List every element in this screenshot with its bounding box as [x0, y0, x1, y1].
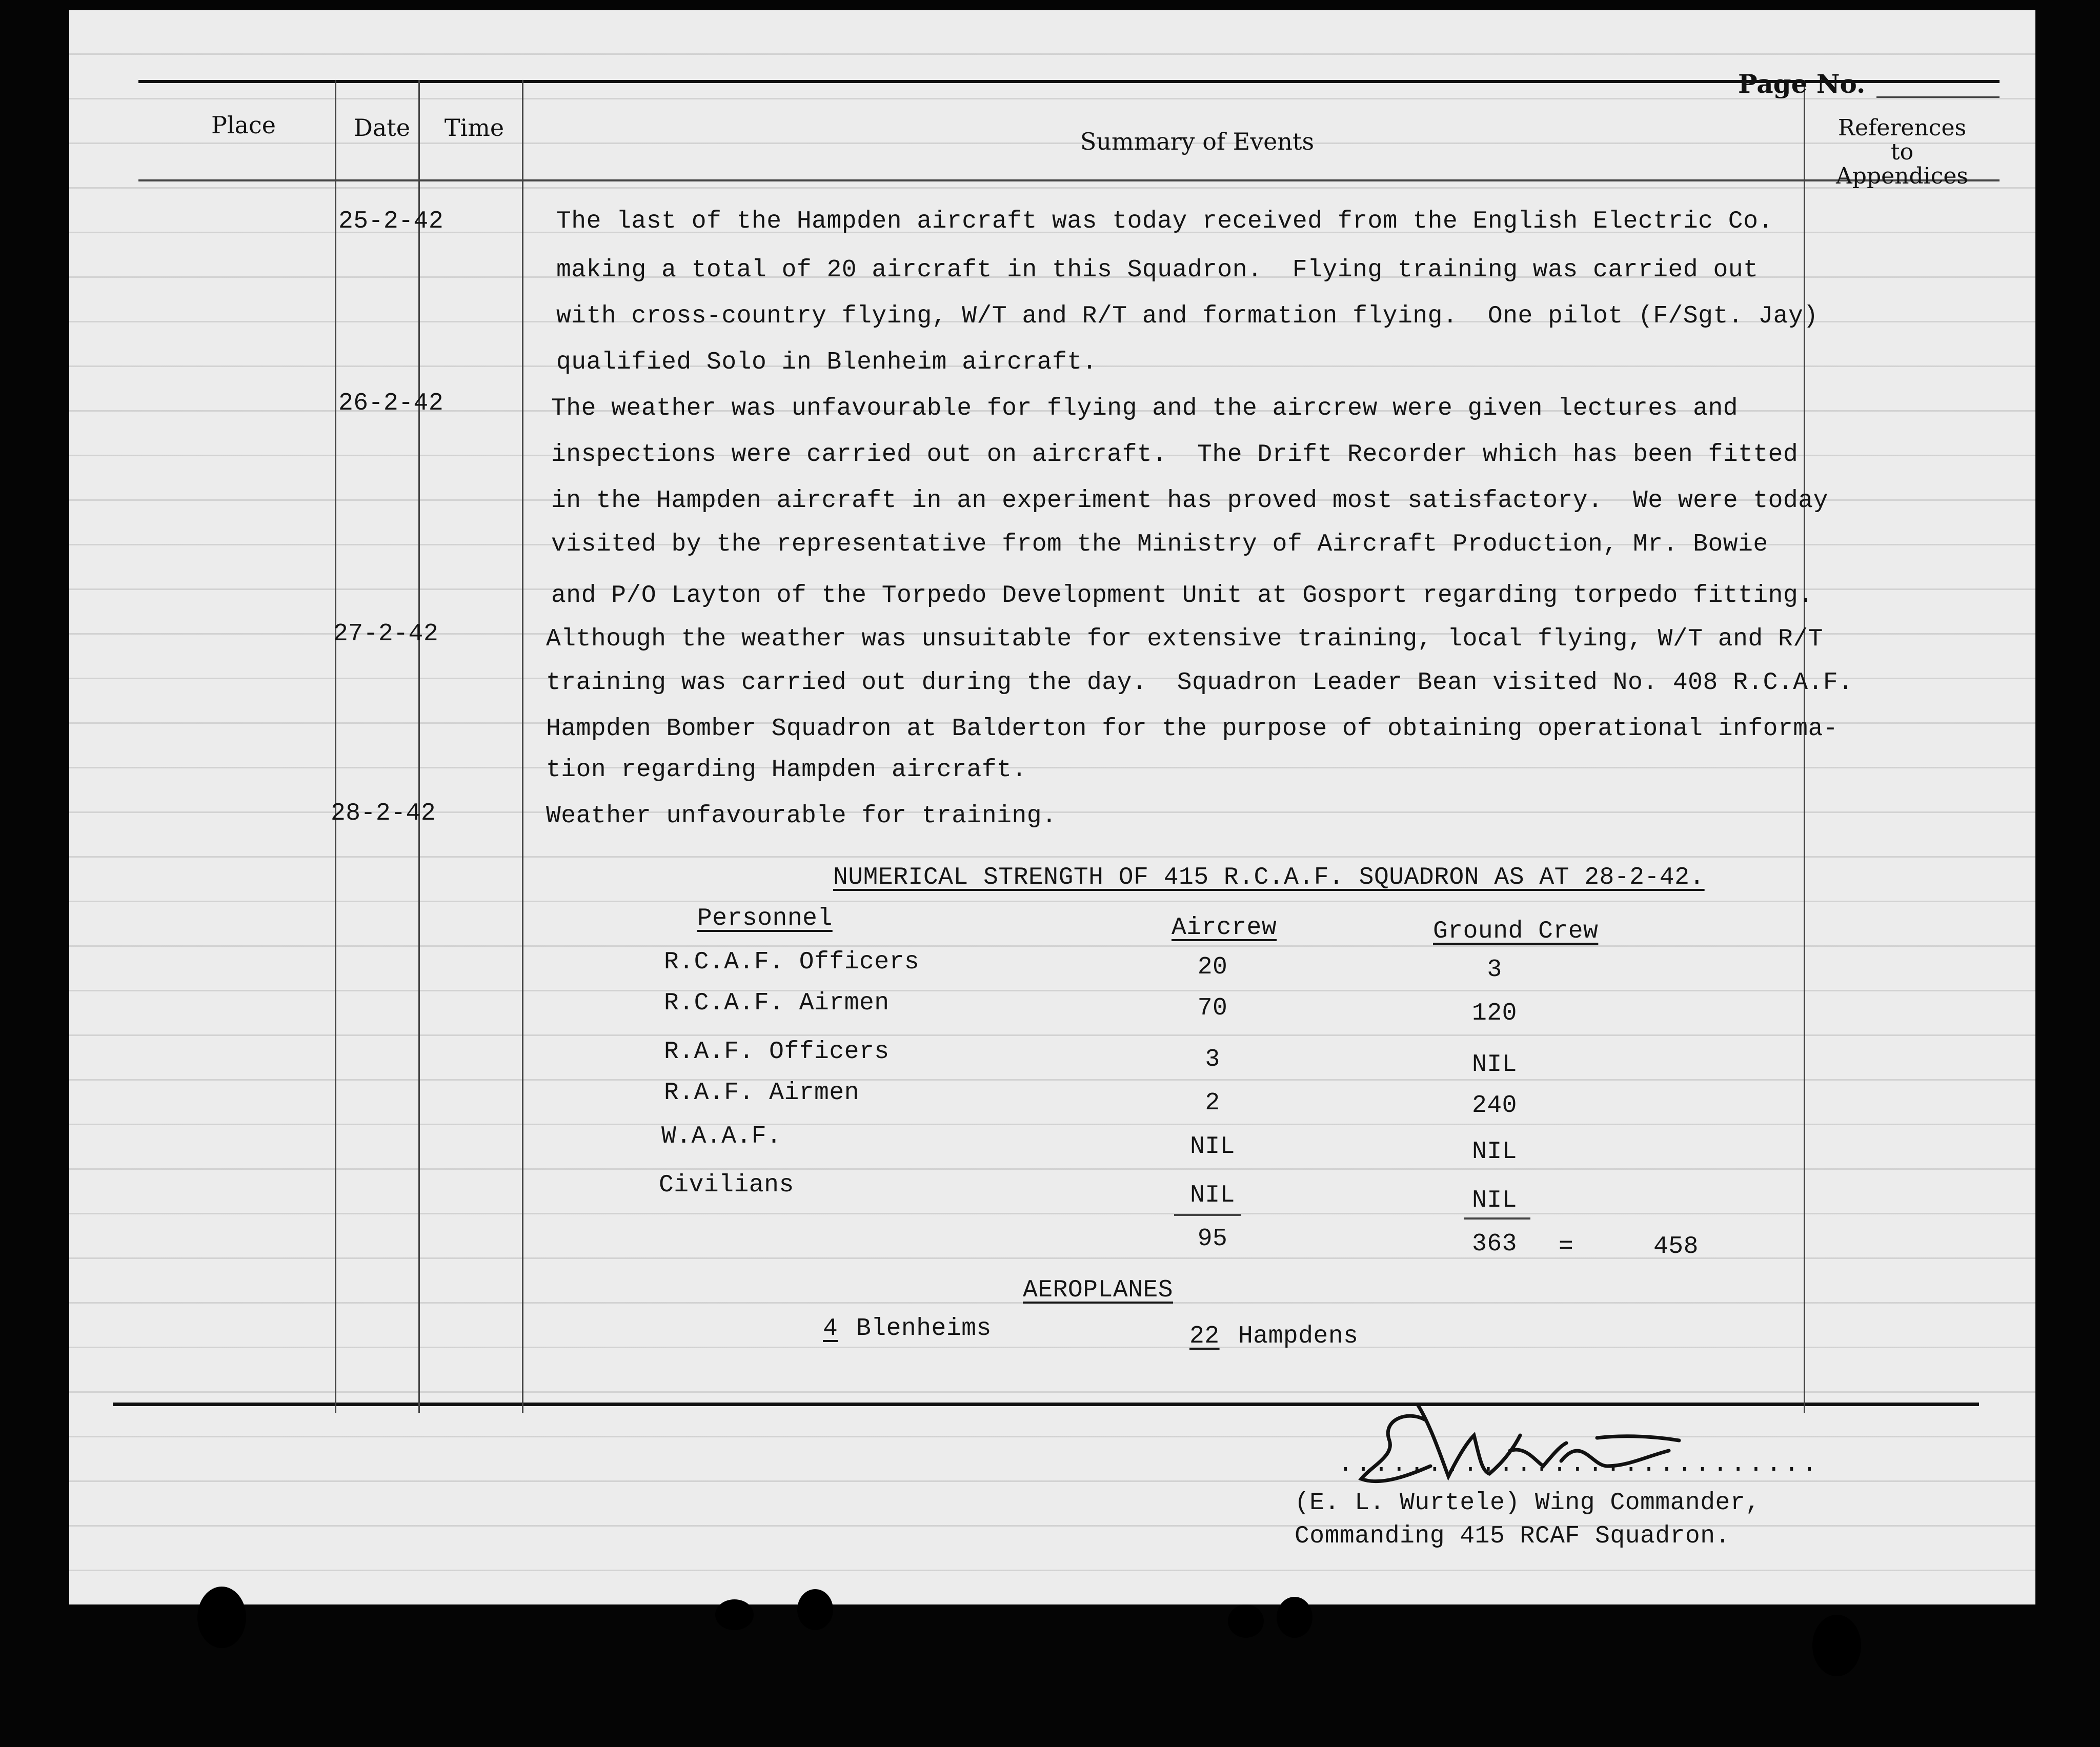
ground-sum-rule [1464, 1217, 1530, 1220]
binder-hole [797, 1589, 833, 1630]
hampdens-label: Hampdens [1238, 1323, 1359, 1350]
strength-equals: = [1559, 1233, 1574, 1261]
page-number-blank [1876, 96, 2000, 98]
col-divider-time [522, 80, 523, 1413]
entry-line: Weather unfavourable for training. [546, 802, 1057, 830]
entry-line: The last of the Hampden aircraft was today received from the English Electric Co. [556, 208, 1773, 235]
strength-row-label: R.C.A.F. Airmen [664, 989, 890, 1017]
header-references-line-1: References [1838, 115, 1967, 141]
strength-col-ground: Ground Crew [1433, 918, 1599, 945]
entry-line: in the Hampden aircraft in an experiment has proved most satisfactory. We were today [551, 487, 1828, 515]
strength-row-ground: NIL [1472, 1051, 1517, 1079]
entry-date: 25-2-42 [338, 208, 444, 235]
hampdens-count: 22 [1189, 1323, 1220, 1350]
strength-total-aircrew: 95 [1197, 1225, 1228, 1253]
strength-row-aircrew: 20 [1197, 953, 1228, 981]
header-rule [138, 179, 2000, 181]
strength-title: NUMERICAL STRENGTH OF 415 R.C.A.F. SQUADRON AS AT 28-2-42. [833, 864, 1705, 891]
binder-hole [1812, 1615, 1861, 1676]
strength-row-ground: NIL [1472, 1187, 1517, 1214]
binder-hole [715, 1599, 754, 1630]
signature-dotted-line: ........................... [1338, 1451, 1820, 1478]
strength-col-personnel: Personnel [697, 905, 833, 932]
strength-grand-total: 458 [1653, 1233, 1699, 1261]
entry-line: visited by the representative from the Ministry of Aircraft Production, Mr. Bowie [551, 531, 1768, 558]
strength-row-aircrew: 3 [1205, 1046, 1220, 1073]
header-summary: Summary of Events [1080, 128, 1315, 155]
header-place: Place [211, 111, 276, 139]
entry-date: 28-2-42 [331, 800, 436, 827]
strength-row-aircrew: NIL [1190, 1133, 1235, 1161]
strength-row-ground: 240 [1472, 1092, 1517, 1120]
blenheims-label: Blenheims [856, 1315, 992, 1343]
binder-hole [197, 1587, 246, 1648]
signature-title-line: Commanding 415 RCAF Squadron. [1295, 1522, 1730, 1550]
entry-date: 26-2-42 [338, 390, 444, 417]
entry-date: 27-2-42 [333, 620, 439, 648]
aircrew-sum-rule [1174, 1214, 1241, 1216]
header-references-line-3: Appendices [1836, 163, 1968, 189]
header-time: Time [444, 114, 504, 141]
col-divider-date [418, 80, 420, 1413]
entry-line: tion regarding Hampden aircraft. [546, 756, 1027, 784]
header-date: Date [354, 114, 411, 141]
strength-row-aircrew: NIL [1190, 1182, 1235, 1209]
strength-row-label: R.C.A.F. Officers [664, 948, 920, 976]
binder-hole [1277, 1597, 1312, 1638]
entry-line: qualified Solo in Blenheim aircraft. [556, 349, 1097, 376]
signature-name-line: (E. L. Wurtele) Wing Commander, [1295, 1489, 1761, 1517]
binder-hole [1228, 1604, 1264, 1638]
header-references [1810, 116, 1994, 188]
entry-line: training was carried out during the day. Squadron Leader Bean visited No. 408 R.C.A.F. [546, 669, 1853, 697]
strength-row-label: Civilians [659, 1171, 794, 1199]
entry-line: Hampden Bomber Squadron at Balderton for the purpose of obtaining operational informa- [546, 715, 1839, 743]
strength-row-aircrew: 70 [1197, 994, 1228, 1022]
strength-row-label: R.A.F. Airmen [664, 1079, 859, 1107]
entry-line: Although the weather was unsuitable for extensive training, local flying, W/T and R/T [546, 625, 1823, 653]
strength-col-aircrew: Aircrew [1172, 914, 1277, 942]
strength-row-ground: 120 [1472, 1000, 1517, 1027]
strength-row-aircrew: 2 [1205, 1089, 1220, 1117]
aeroplanes-title: AEROPLANES [1023, 1276, 1174, 1304]
strength-row-label: W.A.A.F. [661, 1123, 782, 1150]
entry-line: with cross-country flying, W/T and R/T and formation flying. One pilot (F/Sgt. Jay) [556, 302, 1819, 330]
entry-line: making a total of 20 aircraft in this Squadron. Flying training was carried out [556, 256, 1759, 284]
strength-row-ground: 3 [1487, 956, 1502, 984]
strength-total-ground: 363 [1472, 1230, 1517, 1258]
entry-line: inspections were carried out on aircraft. The Drift Recorder which has been fitted [551, 441, 1799, 469]
blenheims-count: 4 [823, 1315, 838, 1343]
page-number-label: Page No. [1738, 69, 1866, 99]
entry-line: The weather was unfavourable for flying and the aircrew were given lectures and [551, 395, 1739, 422]
col-divider-place [335, 80, 336, 1413]
strength-row-ground: NIL [1472, 1138, 1517, 1166]
header-references-line-2: to [1890, 139, 1914, 165]
entry-line: and P/O Layton of the Torpedo Development Unit at Gosport regarding torpedo fitting. [551, 582, 1813, 610]
top-rule [138, 80, 2000, 83]
strength-row-label: R.A.F. Officers [664, 1038, 890, 1066]
diary-page [69, 10, 2035, 1604]
col-divider-summary [1804, 80, 1805, 1413]
